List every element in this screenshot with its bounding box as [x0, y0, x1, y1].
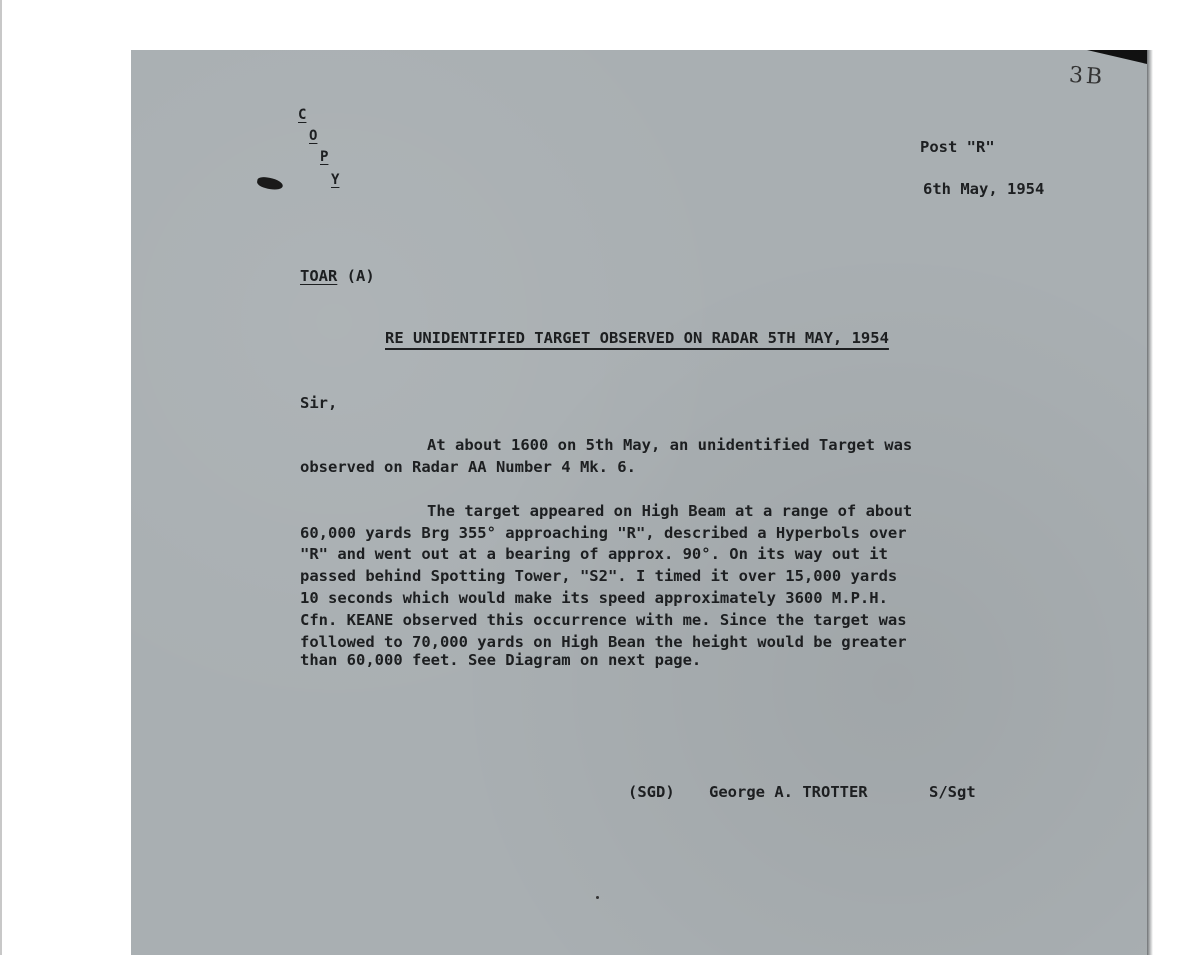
paragraph-line: The target appeared on High Beam at a range of about [427, 502, 913, 520]
subject-line: RE UNIDENTIFIED TARGET OBSERVED ON RADAR 5TH MAY, 1954 [385, 329, 889, 347]
page-right-shadow [1147, 50, 1153, 955]
addressee-suffix: (A) [346, 267, 375, 285]
post-label: Post "R" [920, 138, 995, 156]
signature-sgd: (SGD) [628, 783, 675, 801]
viewer-left-edge [0, 0, 2, 955]
paragraph-line: Cfn. KEANE observed this occurrence with me. Since the target was [300, 611, 907, 629]
addressee [300, 267, 375, 285]
signature-rank: S/Sgt [929, 783, 976, 801]
paragraph-line: At about 1600 on 5th May, an unidentified Target was [427, 436, 913, 454]
copy-letter-c: C [298, 107, 307, 123]
paragraph-line: 60,000 yards Brg 355° approaching "R", described a Hyperbols over [300, 524, 907, 542]
paragraph-line: "R" and went out at a bearing of approx. 90°. On its way out it [300, 545, 888, 563]
salutation: Sir, [300, 394, 338, 412]
paragraph-line: 10 seconds which would make its speed approximately 3600 M.P.H. [300, 589, 888, 607]
page-corner-shadow [1087, 50, 1147, 64]
handwritten-reference: 3B [1068, 62, 1106, 91]
letter-date: 6th May, 1954 [923, 180, 1045, 198]
ink-blot [256, 176, 284, 191]
copy-letter-p: P [320, 149, 329, 165]
paragraph-line: passed behind Spotting Tower, "S2". I timed it over 15,000 yards [300, 567, 898, 585]
paragraph-line: than 60,000 feet. See Diagram on next page. [300, 651, 702, 669]
paper-speck [596, 896, 599, 899]
copy-letter-o: O [309, 128, 318, 144]
signature-name: George A. TROTTER [709, 783, 868, 801]
scanned-page [131, 50, 1147, 955]
paragraph-line: observed on Radar AA Number 4 Mk. 6. [300, 458, 636, 476]
paragraph-line: followed to 70,000 yards on High Bean the height would be greater [300, 633, 907, 651]
addressee-name: TOAR [300, 267, 338, 285]
copy-letter-y: Y [331, 172, 340, 188]
